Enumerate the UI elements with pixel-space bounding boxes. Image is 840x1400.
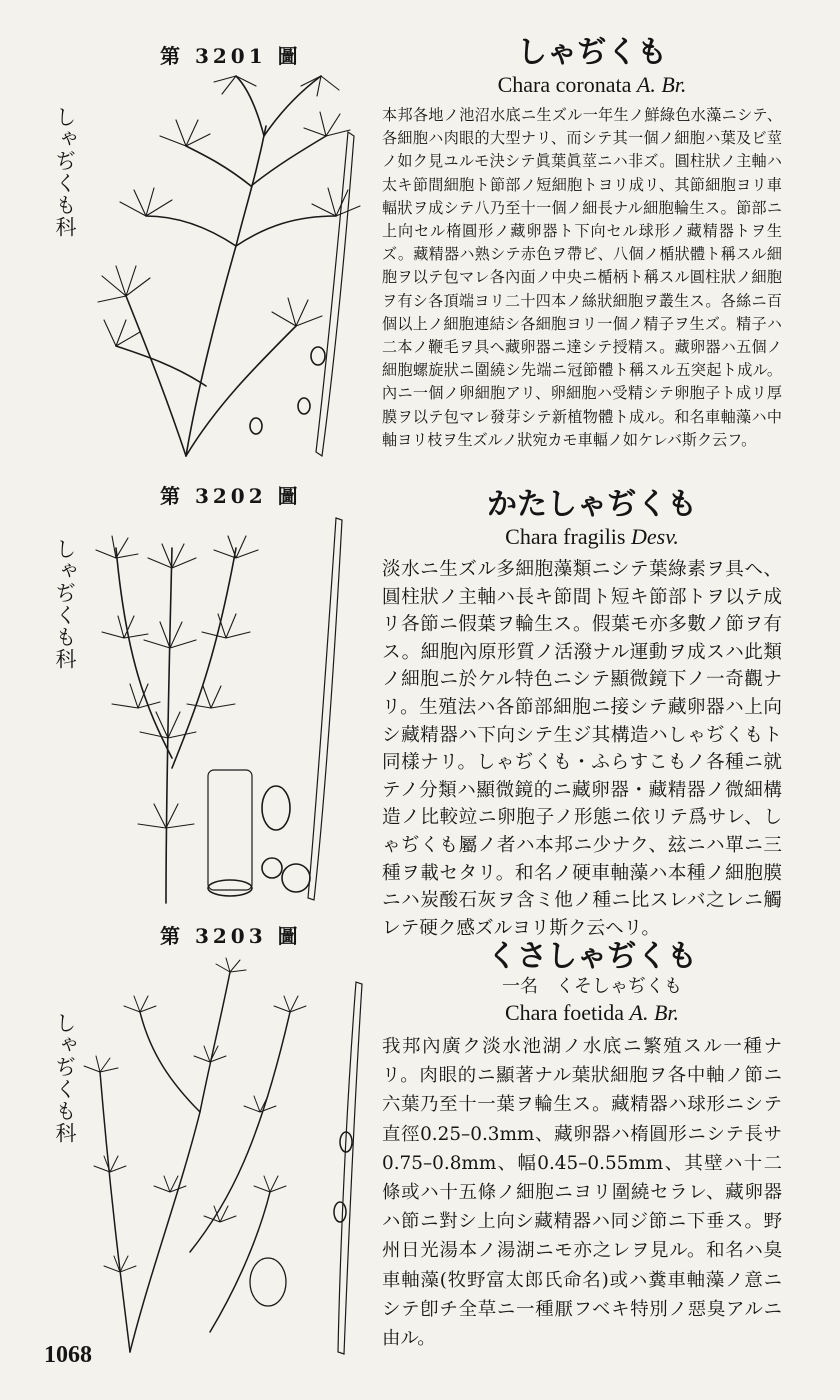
entry-3203: [0, 912, 840, 1392]
family-label: しゃぢくも科: [53, 1012, 77, 1144]
scientific-genus-species: Chara foetida: [504, 1000, 625, 1025]
family-label: しゃぢくも科: [53, 538, 77, 670]
scientific-name: [402, 1000, 782, 1026]
japanese-name: しゃぢくも: [517, 35, 667, 70]
description: 淡水ニ生ズル多細胞藻類ニシテ葉綠素ヲ具ヘ、圓柱狀ノ主軸ハ長キ節間ト短キ節部トヲ以テ成リ各節ニ假葉ヲ輪生ス。假葉モ亦多數ノ節ヲ有ス。細胞內原形質ノ活潑ナル運動ヲ成スハ此類ノ細胞ニ於ケル特色ニシテ顯微鏡下ノ一奇觀ナリ。生殖法ハ各節部細胞ニ接シテ藏卵器ハ上向シ藏精器ハ下向シテ生ジ其構造ハしゃぢくもト同樣ナリ。しゃぢくも・ふらすこもノ各種ニ就テノ分類ハ顯微鏡的ニ藏卵器・藏精器ノ微細構造ノ比較竝ニ卵胞子ノ形態ニ依リテ爲サレ、しゃぢくも屬ノ者ハ本邦ニ少ナク、玆ニハ單ニ三種ヲ載セタリ。和名ノ硬車軸藻ハ本種ノ細胞膜ニハ炭酸石灰ヲ含ミ他ノ種ニ比スレバ之レニ觸レテ硬ク感ズルヨリ斯ク云ヘリ。: [382, 559, 782, 939]
scientific-name: [402, 72, 782, 98]
figure-number: 第 3203 圖: [160, 924, 302, 948]
plant-illustration: [86, 508, 376, 908]
japanese-name: かたしゃぢくも: [487, 487, 697, 522]
figure-number: 第 3201 圖: [160, 44, 302, 68]
scientific-genus-species: Chara coronata: [497, 72, 632, 97]
alternative-name: 一名 くそしゃぢくも: [502, 976, 682, 997]
japanese-name: くさしゃぢくも: [487, 939, 697, 974]
chara-fragilis-drawing: [86, 508, 376, 908]
text-column: [382, 36, 782, 452]
scientific-author: A. Br.: [629, 1000, 680, 1025]
figure-number: 第 3202 圖: [160, 484, 302, 508]
text-column: [382, 940, 782, 1353]
scientific-genus-species: Chara fragilis: [505, 524, 626, 549]
entry-3201: [0, 0, 840, 470]
family-label: しゃぢくも科: [53, 106, 77, 238]
description: 本邦各地ノ池沼水底ニ生ズル一年生ノ鮮綠色水藻ニシテ、各細胞ハ肉眼的大型ナリ、而シテ其一個ノ細胞ハ葉及ビ莖ノ如ク見ユルモ決シテ眞葉眞莖ニハ非ズ。圓柱狀ノ主軸ハ太キ節間細胞ト節部ノ短細胞トヨリ成リ、其節細胞ヨリ車輻狀ヲ成シテ八乃至十一個ノ細長ナル細胞輪生ス。節部ニ上向セル楕圓形ノ藏卵器ト下向セル球形ノ藏精器トヲ生ズ。藏精器ハ熟シテ赤色ヲ帶ビ、八個ノ楯狀體ト稱スル細胞ヲ以テ包マレ各內面ノ中央ニ楯柄ト稱スル圓柱狀ノ細胞ヲ有シ各頂端ヨリ二十四本ノ絲狀細胞ヲ叢生ス。各絲ニ百個以上ノ細胞連結シ各細胞ヨリ一個ノ精子ヲ生ズ。精子ハ二本ノ鞭毛ヲ具ヘ藏卵器ニ達シテ授精ス。藏卵器ハ五個ノ細胞螺旋狀ニ圍繞シ先端ニ冠節體ト稱スル五突起ト成ル。內ニ一個ノ卵細胞アリ、卵細胞ハ受精シテ卵胞子ト成リ厚膜ヲ以テ包マレ發芽シテ新植物體ト成ル。和名車軸藻ハ中軸ヨリ枝ヲ生ズルノ狀宛カモ車輻ノ如ケレバ斯ク云フ。: [382, 106, 782, 449]
chara-coronata-drawing: [86, 66, 376, 462]
scientific-author: A. Br.: [636, 72, 687, 97]
description: 我邦內廣ク淡水池湖ノ水底ニ繁殖スル一種ナリ。肉眼的ニ顯著ナル葉狀細胞ヲ各中軸ノ節ニ六葉乃至十一葉ヲ輪生ス。藏精器ハ球形ニシテ直徑0.25–0.3mm、藏卵器ハ楕圓形ニシテ長サ 0.75–0.8mm、幅0.45–0.55mm、其壁ハ十二條或ハ十五條ノ細胞ニヨリ圍繞セラレ、藏卵器ハ節ニ對シ上向シ藏精器ハ同ジ節ニ下垂ス。野州日光湯本ノ湯湖ニモ亦之レヲ見ル。和名ハ臭車軸藻(牧野富太郎氏命名)或ハ糞車軸藻ノ意ニシテ卽チ全草ニ一種厭フベキ特別ノ惡臭アルニ由ル。: [382, 1036, 782, 1350]
plant-illustration: [86, 66, 376, 462]
scientific-author: Desv.: [631, 524, 679, 549]
page-number: 1068: [44, 1342, 92, 1368]
text-column: [382, 488, 782, 942]
plant-illustration: [70, 952, 380, 1362]
chara-foetida-drawing: [70, 952, 380, 1362]
scientific-name: [402, 524, 782, 550]
